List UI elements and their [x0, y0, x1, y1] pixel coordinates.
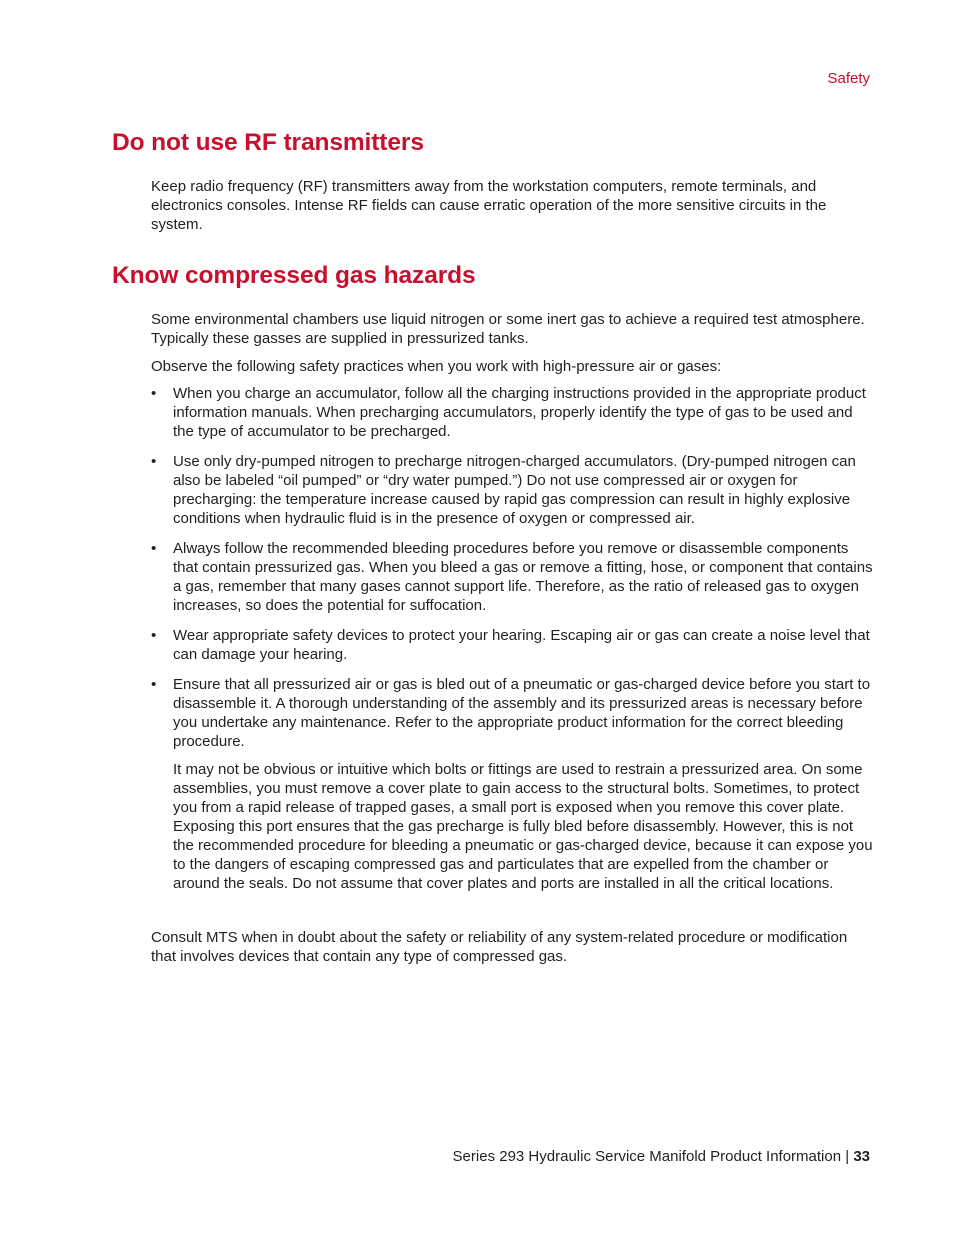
footer-document-title: Series 293 Hydraulic Service Manifold Product Information	[452, 1148, 842, 1165]
list-item-text: Always follow the recommended bleeding procedures before you remove or disassemble components that contain pressurized gas. When you bleed a gas or remove a fitting, hose, or component that contains a gas, remember that many gases cannot support life. Therefore, as the ratio of released gas to oxygen increases, so does the potential for suffocation.	[173, 540, 873, 614]
running-header-section: Safety	[827, 70, 870, 87]
list-item-text: Wear appropriate safety devices to protect your hearing. Escaping air or gas can create a noise level that can damage your hearing.	[173, 627, 870, 663]
bullet-icon: •	[151, 676, 157, 693]
list-item-text: Ensure that all pressurized air or gas is bled out of a pneumatic or gas-charged device before you start to disassemble it. A thorough understanding of the assembly and its pressurized areas is necessary before you undertake any maintenance. Refer to the appropriate product information for the correct bleeding procedure.	[173, 676, 871, 750]
paragraph-observe-practices: Observe the following safety practices when you work with high-pressure air or gases:	[151, 358, 722, 375]
page-footer	[453, 1148, 870, 1165]
bullet-icon: •	[151, 385, 157, 402]
footer-separator: |	[845, 1148, 850, 1165]
page-number: 33	[853, 1148, 870, 1165]
list-item	[151, 384, 873, 441]
list-item	[151, 626, 873, 664]
list-item-text: Use only dry-pumped nitrogen to precharge nitrogen-charged accumulators. (Dry-pumped nitrogen can also be labeled “oil pumped” or “dry water pumped.”) Do not use compressed air or oxygen for precharging: the temperature increase caused by rapid gas compression can result in highly explosive conditions when hydraulic fluid is in the presence of oxygen or compressed air.	[173, 453, 856, 527]
list-item	[151, 452, 873, 528]
list-item	[151, 675, 873, 893]
paragraph-environmental-chambers: Some environmental chambers use liquid nitrogen or some inert gas to achieve a required test atmosphere. Typically these gasses are supplied in pressurized tanks.	[151, 311, 865, 347]
section-heading-rf-transmitters: Do not use RF transmitters	[112, 129, 424, 156]
paragraph-rf-transmitters: Keep radio frequency (RF) transmitters away from the workstation computers, remote terminals, and electronics consoles. Intense RF fields can cause erratic operation of the more sensitive circuits in the system.	[151, 178, 827, 233]
bullet-icon: •	[151, 540, 157, 557]
bullet-icon: •	[151, 627, 157, 644]
section-heading-compressed-gas: Know compressed gas hazards	[112, 262, 476, 289]
list-item-text: When you charge an accumulator, follow all the charging instructions provided in the appropriate product information manuals. When precharging accumulators, properly identify the type of gas to be used and the type of accumulator to be precharged.	[173, 385, 866, 440]
safety-practices-list	[151, 384, 873, 904]
paragraph-consult-mts: Consult MTS when in doubt about the safety or reliability of any system-related procedure or modification that involves devices that contain any type of compressed gas.	[151, 929, 848, 965]
list-item-subparagraph: It may not be obvious or intuitive which bolts or fittings are used to restrain a pressurized area. On some assemblies, you must remove a cover plate to gain access to the structural bolts. Sometimes, to protect you from a rapid release of trapped gases, a small port is exposed when you remove this cover plate. Exposing this port ensures that the gas precharge is fully bled before disassembly. However, this is not the recommended procedure for bleeding a pneumatic or gas-charged device, because it can expose you to the dangers of escaping compressed gas and particulates that are expelled from the chamber or around the seals. Do not assume that cover plates and ports are installed in all the critical locations.	[173, 761, 873, 892]
bullet-icon: •	[151, 453, 157, 470]
list-item	[151, 539, 873, 615]
